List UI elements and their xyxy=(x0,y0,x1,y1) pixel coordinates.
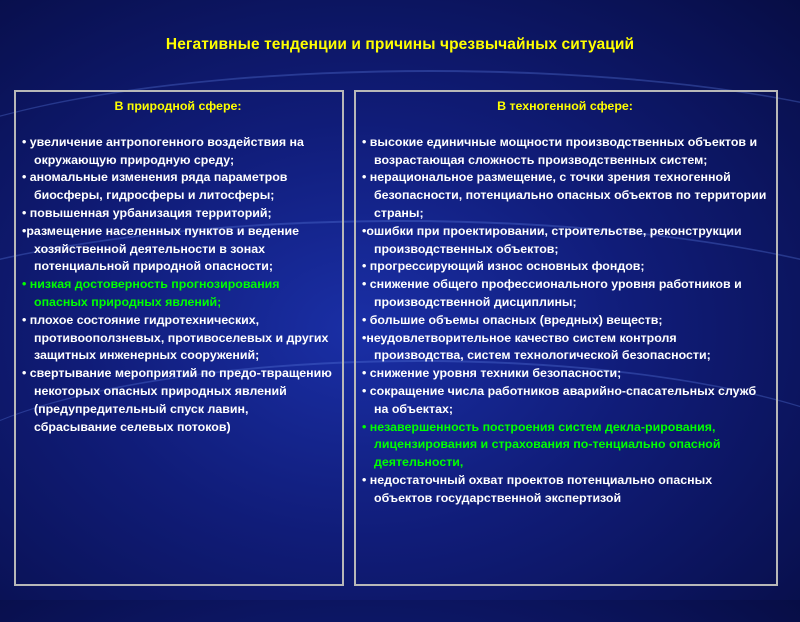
list-item: • незавершенность построения систем декла-рирования, лицензирования и страхования по-тенциально опасной деятельности, xyxy=(362,419,721,470)
list-item: • большие объемы опасных (вредных) веществ; xyxy=(362,312,663,327)
technogenic-sphere-panel xyxy=(354,90,778,586)
list-item: • высокие единичные мощности производственных объектов и возрастающая сложность производственных систем; xyxy=(362,134,758,167)
slide-title: Негативные тенденции и причины чрезвычайных ситуаций xyxy=(165,36,635,53)
list-item: • недостаточный охват проектов потенциально опасных объектов государственной экспертизой xyxy=(362,472,713,505)
list-item: • снижение общего профессионального уровня работников и производственной дисциплины; xyxy=(362,277,742,309)
list-item: • сокращение числа работников аварийно-спасательных служб на объектах; xyxy=(362,383,757,416)
technogenic-sphere-heading: В техногенной сфере: xyxy=(497,99,633,113)
list-item: • прогрессирующий износ основных фондов; xyxy=(362,259,645,274)
list-item: •неудовлетворительное качество систем контроля производства, систем технологической безопасности; xyxy=(362,330,711,363)
list-item: •размещение населенных пунктов и ведение хозяйственной деятельности в зонах потенциальной природной опасности; xyxy=(22,223,300,274)
list-item: • свертывание мероприятий по предо-твращению некоторых опасных природных явлений (предупредительный спуск лавин, сбрасывание селевых потоков) xyxy=(22,366,332,434)
list-item: • увеличение антропогенного воздействия на окружающую природную среду; xyxy=(22,134,304,167)
list-item: • аномальные изменения ряда параметров биосферы, гидросферы и литосферы; xyxy=(22,170,288,203)
natural-sphere-list xyxy=(22,134,334,437)
natural-sphere-panel xyxy=(14,90,344,586)
natural-sphere-heading: В природной сфере: xyxy=(114,99,242,113)
list-item: •ошибки при проектировании, строительстве, реконструкции производственных объектов; xyxy=(362,223,742,256)
technogenic-sphere-list xyxy=(362,134,768,508)
list-item: • повышенная урбанизация территорий; xyxy=(22,205,272,220)
list-item: • низкая достоверность прогнозирования опасных природных явлений; xyxy=(22,277,280,309)
list-item: • нерациональное размещение, с точки зрения техногенной безопасности, потенциально опасных объектов по территории страны; xyxy=(362,170,767,220)
list-item: • снижение уровня техники безопасности; xyxy=(362,366,622,381)
list-item: • плохое состояние гидротехнических, противооползневых, противоселевых и других защитных инженерных сооружений; xyxy=(22,312,329,363)
